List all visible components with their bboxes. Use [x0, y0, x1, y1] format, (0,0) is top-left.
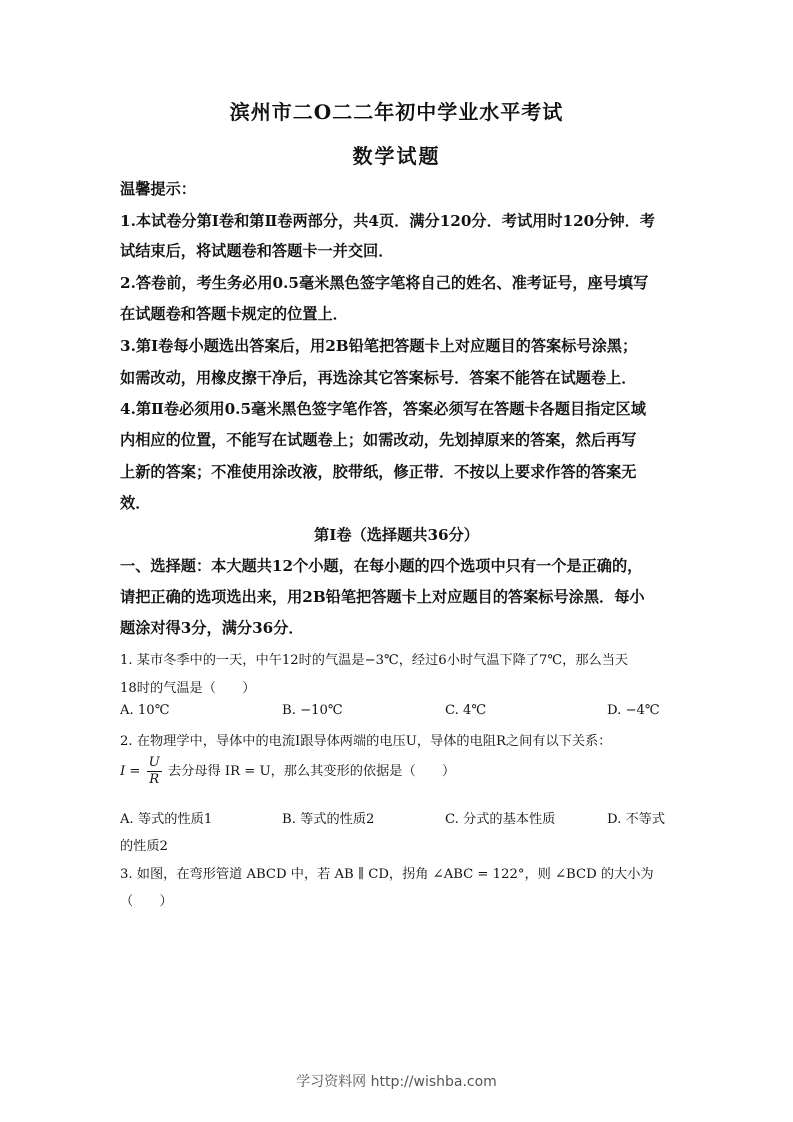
exam-subtitle: 数学试题 [352, 144, 441, 168]
q2-option-b: B. 等式的性质2 [282, 812, 375, 827]
section-intro-line: 一、选择题：本大题共12个小题，在每小题的四个选项中只有一个是正确的， [120, 557, 643, 575]
tip-line: 2.答卷前，考生务必用0.5毫米黑色签字笔将自己的姓名、准考证号，座号填写 [120, 274, 649, 292]
question-3-text-cont: （ ） [120, 894, 173, 909]
tip-line: 4.第Ⅱ卷必须用0.5毫米黑色签字笔作答，答案必须写在答题卡各题目指定区域 [120, 400, 646, 418]
page-footer: 学习资料网 http://wishba.com [296, 1074, 497, 1090]
section-intro-line: 请把正确的选项选出来，用2B铅笔把答题卡上对应题目的答案标号涂黑．每小 [120, 588, 645, 606]
tips-heading: 温馨提示： [120, 180, 196, 198]
tip-line: 上新的答案；不准使用涂改液，胶带纸，修正带．不按以上要求作答的答案无 [120, 463, 637, 481]
question-1-text: 1. 某市冬季中的一天，中午12时的气温是−3℃，经过6小时气温下降了7℃，那么当天 [120, 653, 629, 668]
question-2-text: 2. 在物理学中，导体中的电流Ⅰ跟导体两端的电压U，导体的电阻R之间有以下关系： [120, 734, 612, 749]
tip-line: 如需改动，用橡皮擦干净后，再选涂其它答案标号．答案不能答在试题卷上． [120, 369, 637, 387]
tip-line: 效． [120, 494, 151, 512]
question-3-text: 3. 如图，在弯形管道 ABCD 中，若 AB ∥ CD，拐角 ∠ABC = 122°，则 ∠BCD 的大小为 [120, 867, 654, 882]
q2-option-d-cont: 的性质2 [120, 839, 168, 854]
q1-option-a: A. 10℃ [120, 703, 170, 718]
q2-option-c: C. 分式的基本性质 [445, 812, 556, 827]
fraction-denominator: R [149, 772, 160, 787]
section-intro-line: 题涂对得3分，满分36分． [120, 619, 304, 637]
tip-line: 1.本试卷分第Ⅰ卷和第Ⅱ卷两部分，共4页．满分120分．考试用时120分钟．考 [120, 212, 655, 230]
question-2-formula [120, 755, 680, 788]
q2-option-a: A. 等式的性质1 [120, 812, 213, 827]
tip-line: 3.第Ⅰ卷每小题选出答案后，用2B铅笔把答题卡上对应题目的答案标号涂黑； [120, 337, 638, 355]
tip-line: 在试题卷和答题卡规定的位置上． [120, 305, 348, 323]
q1-option-b: B. −10℃ [282, 703, 343, 718]
formula-rest: 去分母得 IR = U，那么其变形的依据是（ ） [167, 764, 456, 779]
q1-option-d: D. −4℃ [607, 703, 660, 718]
formula-lhs: I = [120, 764, 141, 779]
section-title: 第Ⅰ卷（选择题共36分） [314, 526, 479, 544]
formula-fraction [147, 755, 162, 788]
exam-title: 滨州市二O二二年初中学业水平考试 [229, 100, 564, 124]
tip-line: 试结束后，将试题卷和答题卡一并交回． [120, 242, 394, 260]
question-1-text-cont: 18时的气温是（ ） [120, 681, 256, 696]
q1-option-c: C. 4℃ [445, 703, 487, 718]
q2-option-d: D. 不等式 [607, 812, 666, 827]
tip-line: 内相应的位置，不能写在试题卷上；如需改动，先划掉原来的答案，然后再写 [120, 431, 637, 449]
fraction-numerator: U [148, 755, 160, 770]
